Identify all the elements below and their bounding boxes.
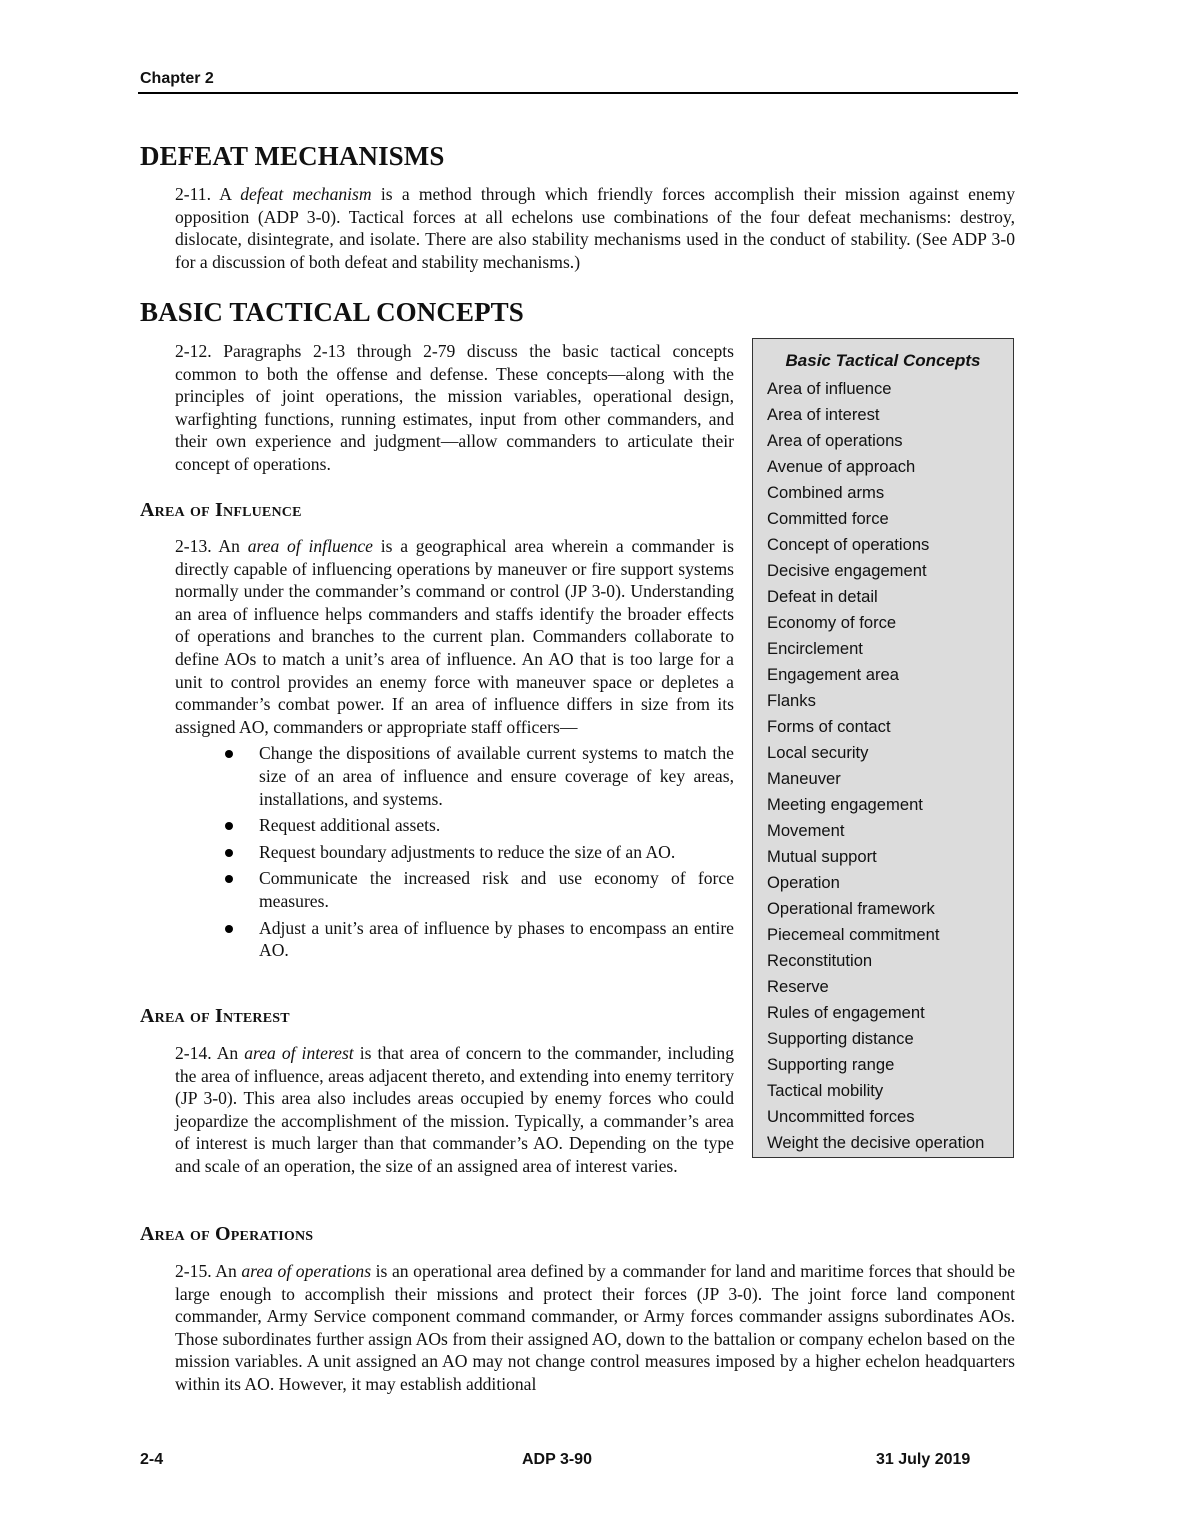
bullet-text: Adjust a unit’s area of influence by phases to encompass an entire AO. [259,917,734,961]
bullet-item [175,742,734,810]
sidebar-item: Tactical mobility [767,1081,884,1100]
paragraph-text: 2-11. A [175,184,241,204]
sidebar-item: Reconstitution [767,951,873,970]
bullet-item [175,814,734,837]
paragraph-text: is that area of concern to the commander, including the area of influence, areas adjacent thereto, and extending into enemy territory (JP 3-0). This area also includes areas occupied by enemy forces who could jeopardize the accomplishment of the mission. Typically, a commander’s area of interest is much larger than that commander’s AO. Depending on the type and scale of an operation, the size of an assigned area of interest varies. [175,1043,734,1176]
sidebar-item: Operational framework [767,899,935,918]
bullet-icon [225,925,233,933]
sidebar-item: Area of operations [767,431,903,450]
basic-tactical-concepts-sidebar [752,338,1014,1158]
bullet-icon [225,822,233,830]
sidebar-item: Decisive engagement [767,561,927,580]
sidebar-item: Combined arms [767,483,885,502]
footer-page-number: 2-4 [140,1451,164,1468]
sidebar-item: Engagement area [767,665,899,684]
defined-term: area of operations [241,1261,372,1281]
subsection-title-area-of-influence: Area of Influence [140,499,302,521]
bullet-item [175,917,734,962]
bullet-text: Change the dispositions of available current systems to match the size of an area of influence and ensure coverage of key areas, installations, and systems. [259,743,734,809]
sidebar-item: Encirclement [767,639,863,658]
subsection-title-area-of-operations: Area of Operations [140,1223,314,1245]
sidebar-item: Local security [767,743,869,762]
sidebar-item: Forms of contact [767,717,891,736]
sidebar-list [767,376,984,1156]
sidebar-item: Mutual support [767,847,877,866]
header-rule [138,92,1018,94]
sidebar-title: Basic Tactical Concepts [785,351,981,370]
bullet-item [175,867,734,912]
sidebar-item: Supporting range [767,1055,895,1074]
paragraph-2-14 [175,1042,734,1178]
sidebar-item: Movement [767,821,845,840]
sidebar-item: Meeting engagement [767,795,923,814]
footer-date: 31 July 2019 [876,1451,971,1468]
chapter-header: Chapter 2 [140,70,214,87]
sidebar-item: Concept of operations [767,535,930,554]
bullet-icon [225,849,233,857]
bullet-text: Communicate the increased risk and use economy of force measures. [259,868,734,911]
section-title-defeat-mechanisms: DEFEAT MECHANISMS [140,141,445,171]
sidebar-item: Avenue of approach [767,457,916,476]
sidebar-item: Supporting distance [767,1029,914,1048]
bullet-icon [225,750,233,758]
bullet-icon [225,875,233,883]
sidebar-item: Weight the decisive operation [767,1133,985,1152]
sidebar-item: Area of influence [767,379,892,398]
sidebar-item: Piecemeal commitment [767,925,940,944]
defined-term: defeat mechanism [240,184,372,204]
area-of-influence-body [175,535,734,966]
bullet-text: Request additional assets. [259,815,441,836]
paragraph-text: is an operational area defined by a commander for land and maritime forces that should be large enough to accomplish their missions and protect their forces (JP 3-0). The joint force land component commander, Army Service component command commander, or Army forces commander assigns subordinates AOs. Those subordinates further assign AOs from their assigned AO, down to the battalion or company echelon based on the mission variables. A unit assigned an AO may not change control measures imposed by a higher echelon headquarters within its AO. However, it may establish additional [175,1261,1016,1394]
defined-term: area of influence [247,536,373,556]
defined-term: area of interest [244,1043,354,1063]
bullet-list [175,742,734,961]
footer-document-id: ADP 3-90 [522,1451,592,1468]
paragraph-text: is a geographical area wherein a commander is directly capable of influencing operations by maneuver or fire support systems normally under the commander’s command or control (JP 3-0). Understanding an area of influence helps commanders and staffs identify the broader effects of operations and branches to the current plan. Commanders collaborate to define AOs to match a unit’s area of influence. An AO that is too large for a unit to control provides an enemy force with maneuver space or depletes a commander’s combat power. If an area of influence differs in size from its assigned AO, commanders or appropriate staff officers— [175,536,734,737]
paragraph-2-15 [175,1260,1015,1396]
sidebar-item: Committed force [767,509,889,528]
bullet-text: Request boundary adjustments to reduce the size of an AO. [259,841,676,862]
section-title-basic-tactical-concepts: BASIC TACTICAL CONCEPTS [140,297,524,327]
sidebar-item: Rules of engagement [767,1003,925,1022]
sidebar-item: Area of interest [767,405,880,424]
sidebar-item: Uncommitted forces [767,1107,915,1126]
paragraph-text: is a method through which friendly forces accomplish their mission against enemy opposition (ADP 3-0). Tactical forces at all echelons use combinations of the four defeat mechanisms: destroy, dislocate, disintegrate, and isolate. There are also stability mechanisms used in the conduct of stability. (See ADP 3-0 for a discussion of both defeat and stability mechanisms.) [175,184,1015,272]
subsection-title-area-of-interest: Area of Interest [140,1005,290,1027]
paragraph-2-13 [175,535,734,738]
paragraph-2-11 [175,183,1015,273]
paragraph-text: 2-15. An [175,1261,242,1281]
paragraph-text: 2-13. An [175,536,248,556]
sidebar-item: Operation [767,873,840,892]
sidebar-item: Reserve [767,977,829,996]
sidebar-item: Economy of force [767,613,897,632]
sidebar-item: Maneuver [767,769,841,788]
paragraph-text: 2-14. An [175,1043,245,1063]
paragraph-2-12: 2-12. Paragraphs 2-13 through 2-79 discuss the basic tactical concepts common to both the offense and defense. These concepts—along with the principles of joint operations, the mission variables, operational design, warfighting functions, running estimates, input from other commanders, and their own experience and judgment—allow commanders to articulate their concept of operations. [175,341,734,474]
sidebar-item: Defeat in detail [767,587,878,606]
sidebar-item: Flanks [767,691,816,710]
bullet-item [175,841,734,864]
